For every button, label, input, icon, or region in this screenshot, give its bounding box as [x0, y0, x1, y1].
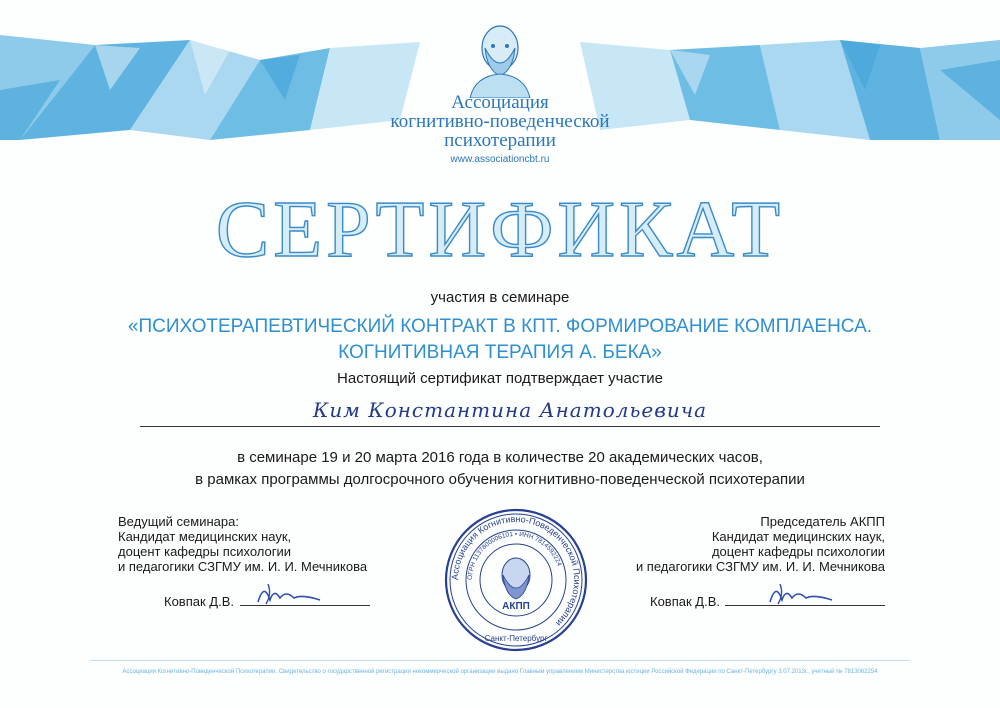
stamp-city: Санкт-Петербург	[484, 634, 548, 643]
registration-footer: Ассоциация Когнитивно-Поведенческой Психотерапии. Свидетельство о государственной регистрации некоммерческой организации выдано Главным управлением Министерства юстиции Российской Федерации по Санкт-Петербургу 3.07.2013г., учетный № 7813062254	[122, 669, 878, 675]
right-signatory-position1: доцент кафедры психологии	[711, 544, 885, 559]
certificate-title: СЕРТИФИКАТ	[215, 186, 785, 274]
left-handwritten-signature	[250, 578, 330, 608]
left-signatory-name: Ковпак Д.В.	[164, 594, 234, 609]
left-signatory-position2: и педагогики СЗГМУ им. И. И. Мечникова	[118, 559, 368, 574]
stamp-outer-text: Ассоциация Когнитивно-Поведенческой Психотерапии	[449, 513, 583, 629]
association-name-line1: Ассоциация	[451, 92, 549, 113]
right-signatory-name: Ковпак Д.В.	[650, 594, 720, 609]
left-signatory-info	[118, 514, 367, 574]
right-handwritten-signature	[762, 578, 842, 608]
participant-name: Ким Константина Анатольевича	[140, 396, 880, 427]
confirmation-text: Настоящий сертификат подтверждает участие	[337, 370, 663, 387]
footer-divider	[90, 660, 910, 661]
stamp-ogrn-text: ОГРН 1137800006101 • ИНН 7814592224	[466, 530, 563, 581]
left-signatory-position1: доцент кафедры психологии	[118, 544, 292, 559]
left-signatory-degree: Кандидат медицинских наук,	[118, 529, 292, 544]
association-name-line2: когнитивно-поведенческой	[390, 111, 610, 132]
seminar-details	[0, 447, 1000, 491]
right-signatory-degree: Кандидат медицинских наук,	[711, 529, 885, 544]
association-name-line3: психотерапии	[444, 130, 556, 151]
seminar-title-line2: КОГНИТИВНАЯ ТЕРАПИЯ А. БЕКА»	[338, 342, 662, 363]
association-website: www.associationcbt.ru	[450, 154, 550, 165]
seminar-details-line1: в семинаре 19 и 20 марта 2016 года в количестве 20 академических часов,	[237, 449, 763, 466]
right-signatory-info	[636, 514, 885, 574]
right-signatory-role: Председатель АКПП	[760, 514, 885, 529]
left-signatory-role: Ведущий семинара:	[118, 514, 239, 529]
association-logo-portrait	[445, 18, 555, 98]
seminar-title-line1: «ПСИХОТЕРАПЕВТИЧЕСКИЙ КОНТРАКТ В КПТ. ФОРМИРОВАНИЕ КОМПЛАЕНСА.	[127, 316, 873, 337]
stamp-abbr: АКПП	[502, 601, 530, 612]
certificate-subtitle: участия в семинаре	[430, 289, 570, 306]
seminar-details-line2: в рамках программы долгосрочного обучения когнитивно-поведенческой психотерапии	[195, 471, 805, 488]
seminar-title	[0, 314, 1000, 366]
official-stamp	[441, 505, 591, 655]
right-signatory-position2: и педагогики СЗГМУ им. И. И. Мечникова	[635, 559, 885, 574]
